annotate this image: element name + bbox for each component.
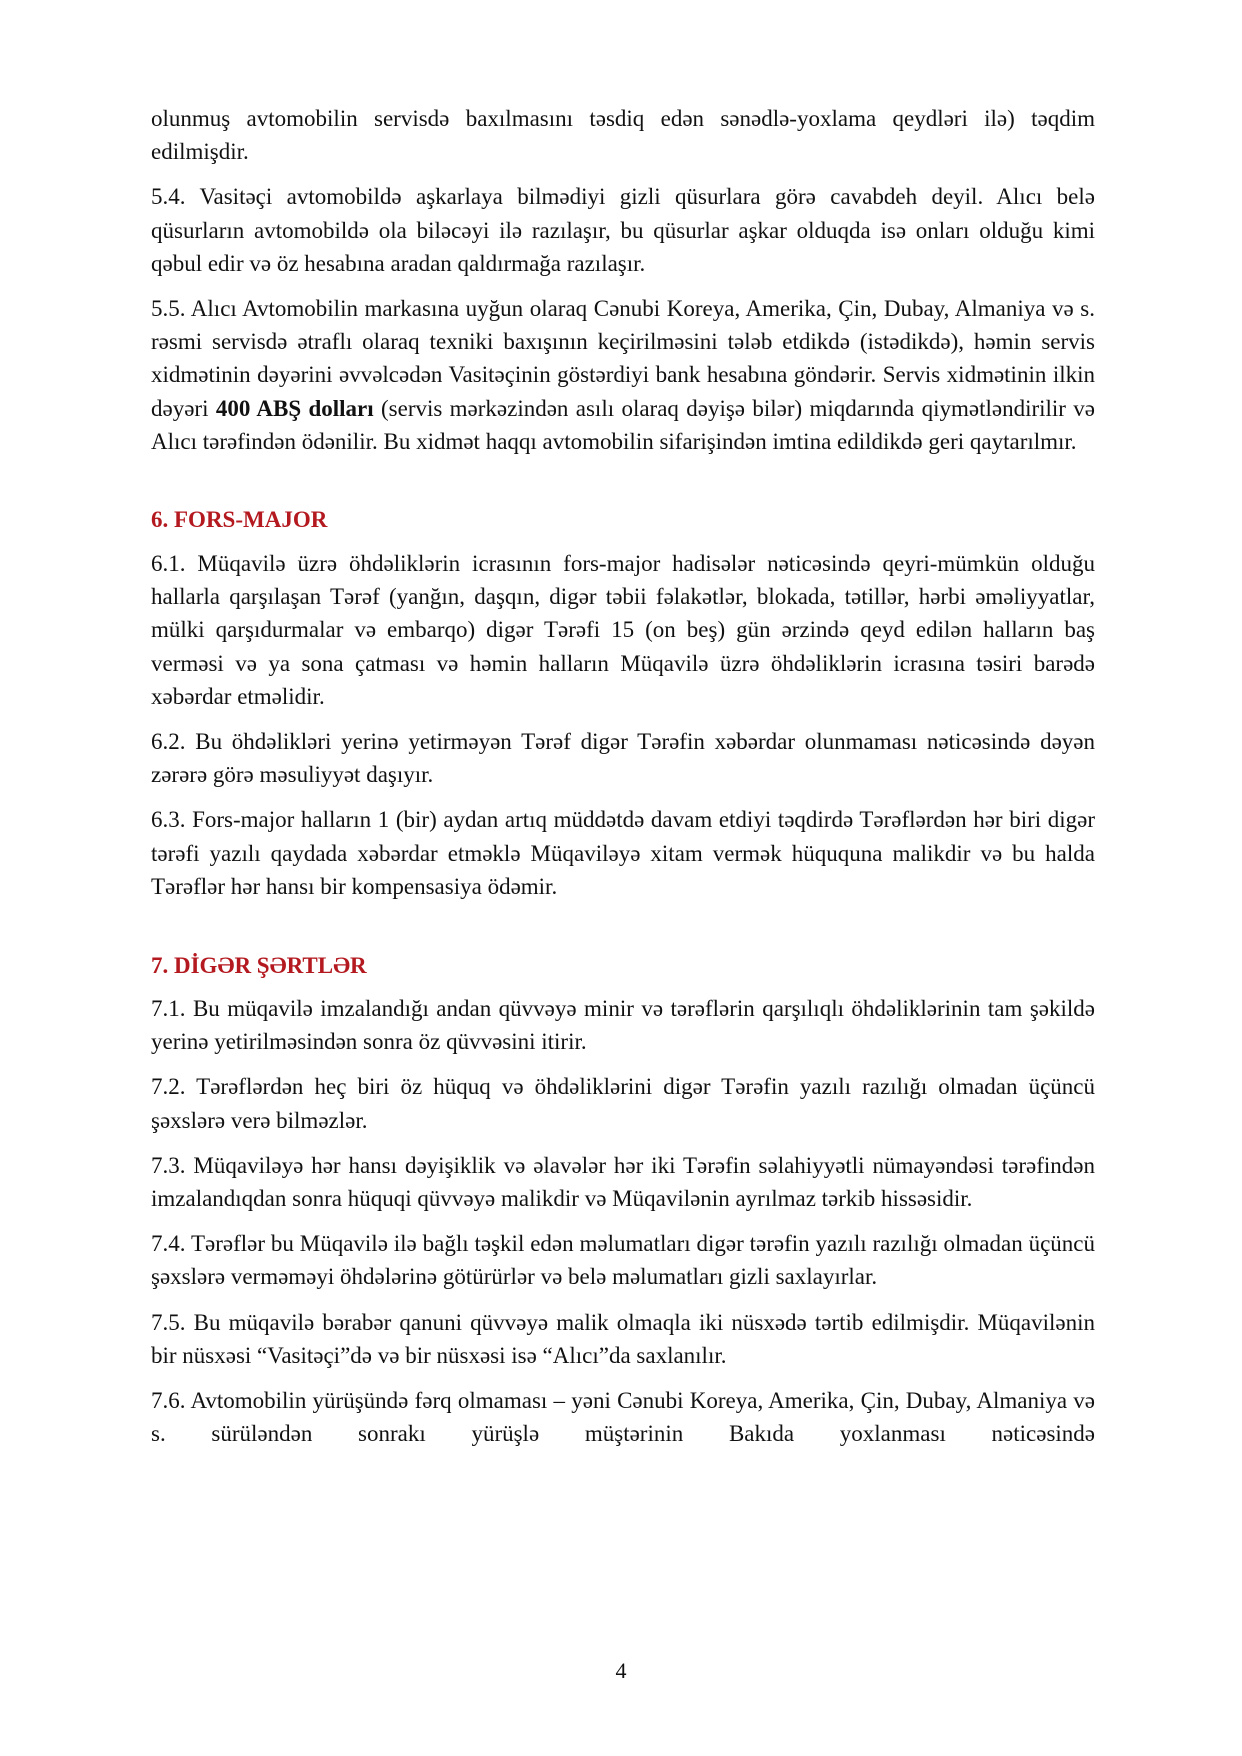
paragraph-6-1: 6.1. Müqavilə üzrə öhdəliklərin icrasının fors-major hadisələr nəticəsində qeyri-mümkün olduğu hallarla qarşılaşan Tərəf (yanğın, daşqın, digər təbii fəlakətlər, blokada, tətillər, hərbi əməliyyatlar, mülki qarşıdurmalar və embarqo) digər Tərəfi 15 (on beş) gün ərzində qeyd edilən halların baş verməsi və ya sona çatması və həmin halların Müqavilə üzrə öhdəliklərin icrasına təsiri barədə xəbərdar etməlidir. <box>151 551 1095 709</box>
paragraph-7-6: 7.6. Avtomobilin yürüşündə fərq olmaması – yəni Cənubi Koreya, Amerika, Çin, Dubay, Almaniya və s. sürüləndən sonrakı yürüşlə müştərinin Bakıda yoxlanması nəticəsində <box>151 1388 1095 1447</box>
paragraph-5-5 <box>151 292 1095 458</box>
paragraph-5-4: 5.4. Vasitəçi avtomobildə aşkarlaya bilmədiyi gizli qüsurlara görə cavabdeh deyil. Alıcı belə qüsurların avtomobildə ola biləcəyi ilə razılaşır, bu qüsurlar aşkar olduqda isə onları olduğu kimi qəbul edir və öz hesabına aradan qaldırmağa razılaşır. <box>151 184 1095 276</box>
page-number: 4 <box>615 1658 627 1683</box>
section-heading-fors-major: 6. FORS-MAJOR <box>151 507 328 533</box>
page-content <box>151 102 1095 1463</box>
paragraph-7-2: 7.2. Tərəflərdən heç biri öz hüquq və öhdəliklərini digər Tərəfin yazılı razılığı olmadan üçüncü şəxslərə verə bilməzlər. <box>151 1074 1095 1133</box>
paragraph-6-3: 6.3. Fors-major halların 1 (bir) aydan artıq müddətdə davam etdiyi təqdirdə Tərəflərdən hər biri digər tərəfi yazılı qaydada xəbərdar etməklə Müqaviləyə xitam vermək hüququna malikdir və bu halda Tərəflər hər hansı bir kompensasiya ödəmir. <box>151 807 1095 899</box>
paragraph-6-2: 6.2. Bu öhdəlikləri yerinə yetirməyən Tərəf digər Tərəfin xəbərdar olunmaması nəticəsində dəyən zərərə görə məsuliyyət daşıyır. <box>151 729 1095 788</box>
paragraph-5-3-continuation: olunmuş avtomobilin servisdə baxılmasını təsdiq edən sənədlə-yoxlama qeydləri ilə) təqdim edilmişdir. <box>151 106 1095 165</box>
section-heading-other-terms: 7. DİGƏR ŞƏRTLƏR <box>151 953 367 979</box>
paragraph-7-4: 7.4. Tərəflər bu Müqavilə ilə bağlı təşkil edən məlumatları digər tərəfin yazılı razılığı olmadan üçüncü şəxslərə verməməyi öhdələrinə götürürlər və belə məlumatları gizli saxlayırlar. <box>151 1231 1095 1290</box>
paragraph-7-3: 7.3. Müqaviləyə hər hansı dəyişiklik və əlavələr hər iki Tərəfin səlahiyyətli nümayəndəsi tərəfindən imzalandıqdan sonra hüquqi qüvvəyə malikdir və Müqavilənin ayrılmaz tərkib hissəsidir. <box>151 1152 1095 1212</box>
paragraph-5-5-text-end: (servis mərkəzindən asılı olaraq dəyişə bilər) miqdarında qiymətləndirilir və Alıcı tərəfindən ödənilir. Bu xidmət haqqı avtomobilin sifarişindən imtina edildikdə geri qaytarılmır. <box>151 395 1096 454</box>
paragraph-7-1: 7.1. Bu müqavilə imzalandığı andan qüvvəyə minir və tərəflərin qarşılıqlı öhdəliklərinin tam şəkildə yerinə yetirilməsindən sonra öz qüvvəsini itirir. <box>151 996 1095 1055</box>
service-price-bold: 400 ABŞ dolları <box>215 395 374 421</box>
paragraph-7-5: 7.5. Bu müqavilə bərabər qanuni qüvvəyə malik olmaqla iki nüsxədə tərtib edilmişdir. Müqavilənin bir nüsxəsi “Vasitəçi”də və bir nüsxəsi isə “Alıcı”da saxlanılır. <box>151 1309 1095 1368</box>
paragraph-5-5-text-start: 5.5. Alıcı Avtomobilin markasına uyğun olaraq Cənubi Koreya, Amerika, Çin, Dubay, Almaniya və s. rəsmi servisdə ətraflı olaraq texniki baxışının keçirilməsini tələb etdikdə (istədikdə), həmin servis xidmətinin dəyərini əvvəlcədən Vasitəçinin göstərdiyi bank hesabına göndərir. Servis xidmətinin ilkin dəyəri <box>151 296 1095 421</box>
